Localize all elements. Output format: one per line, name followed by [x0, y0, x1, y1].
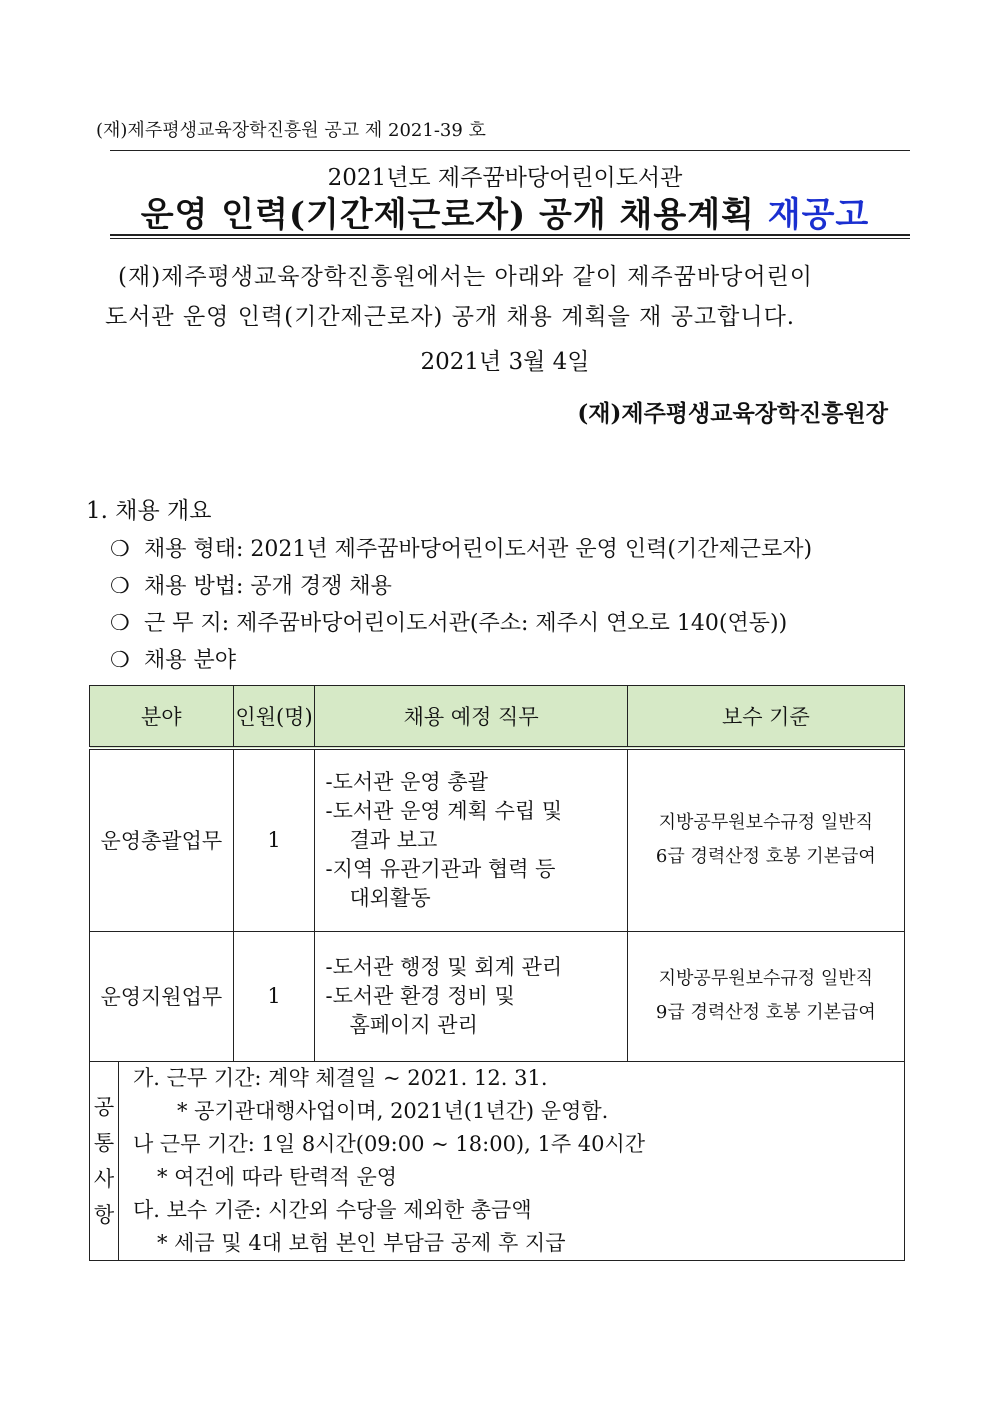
row-count: 1 — [233, 748, 315, 931]
table-row — [90, 748, 905, 931]
document-title — [0, 187, 992, 236]
header-duties: 채용 예정 직무 — [315, 686, 627, 749]
common-notes: 가. 근무 기간: 계약 체결일 ~ 2021. 12. 31. * 공기관대행사업이며, 2021년(1년간) 운영함. 나 근무 기간: 1일 8시간(09:00 ~ 18:00), 1주 40시간 * 여건에 따라 탄력적 운영 다. 보수 기준: 시간외 수당을 제외한 총금액 * 세금 및 4대 보험 본인 부담금 공제 후 지급 — [118, 1061, 904, 1260]
table-header-row — [90, 686, 905, 749]
row-pay: 지방공무원보수규정 일반직 9급 경력산정 호봉 기본급여 — [627, 931, 904, 1061]
common-label: 공 통 사 항 — [90, 1061, 119, 1260]
bullet-item: ❍ 채용 형태: 2021년 제주꿈바당어린이도서관 운영 인력(기간제근로자) — [110, 537, 813, 562]
row-pay: 지방공무원보수규정 일반직 6급 경력산정 호봉 기본급여 — [627, 748, 904, 931]
header-count: 인원(명) — [233, 686, 315, 749]
bullet-item: ❍ 채용 방법: 공개 경쟁 채용 — [110, 574, 392, 599]
bullet-item: ❍ 근 무 지: 제주꿈바당어린이도서관(주소: 제주시 연오로 140(연동)) — [110, 611, 788, 636]
row-duties: -도서관 행정 및 회계 관리 -도서관 환경 정비 및 홈페이지 관리 — [315, 931, 627, 1061]
header-pay: 보수 기준 — [627, 686, 904, 749]
circle-outline-icon: ❍ — [110, 574, 130, 599]
announcement-date: 2021년 3월 4일 — [420, 349, 590, 375]
recruitment-table — [89, 685, 905, 1261]
circle-outline-icon: ❍ — [110, 611, 130, 636]
title-accent: 재공고 — [767, 195, 870, 235]
title-main: 운영 인력(기간제근로자) 공개 채용계획 — [140, 195, 768, 235]
common-notes-row — [90, 1061, 905, 1260]
row-duties: -도서관 운영 총괄 -도서관 운영 계획 수립 및 결과 보고 -지역 유관기관과 협력 등 대외활동 — [315, 748, 627, 931]
row-count: 1 — [233, 931, 315, 1061]
row-field: 운영지원업무 — [90, 931, 234, 1061]
issuer-name: (재)제주평생교육장학진흥원장 — [577, 400, 888, 427]
title-double-rule — [110, 234, 910, 239]
header-field: 분야 — [90, 686, 234, 749]
circle-outline-icon: ❍ — [110, 648, 130, 673]
row-field: 운영총괄업무 — [90, 748, 234, 931]
document-subtitle: 2021년도 제주꿈바당어린이도서관 — [327, 165, 683, 191]
bullet-item: ❍ 채용 분야 — [110, 648, 237, 673]
intro-line-1: (재)제주평생교육장학진흥원에서는 아래와 같이 제주꿈바당어린이 — [118, 264, 813, 290]
table-row — [90, 931, 905, 1061]
intro-line-2: 도서관 운영 인력(기간제근로자) 공개 채용 계획을 재 공고합니다. — [105, 304, 796, 330]
circle-outline-icon: ❍ — [110, 537, 130, 562]
top-rule — [110, 150, 910, 151]
section-title: 1. 채용 개요 — [86, 498, 212, 524]
notice-number: (재)제주평생교육장학진흥원 공고 제 2021-39 호 — [96, 120, 486, 141]
